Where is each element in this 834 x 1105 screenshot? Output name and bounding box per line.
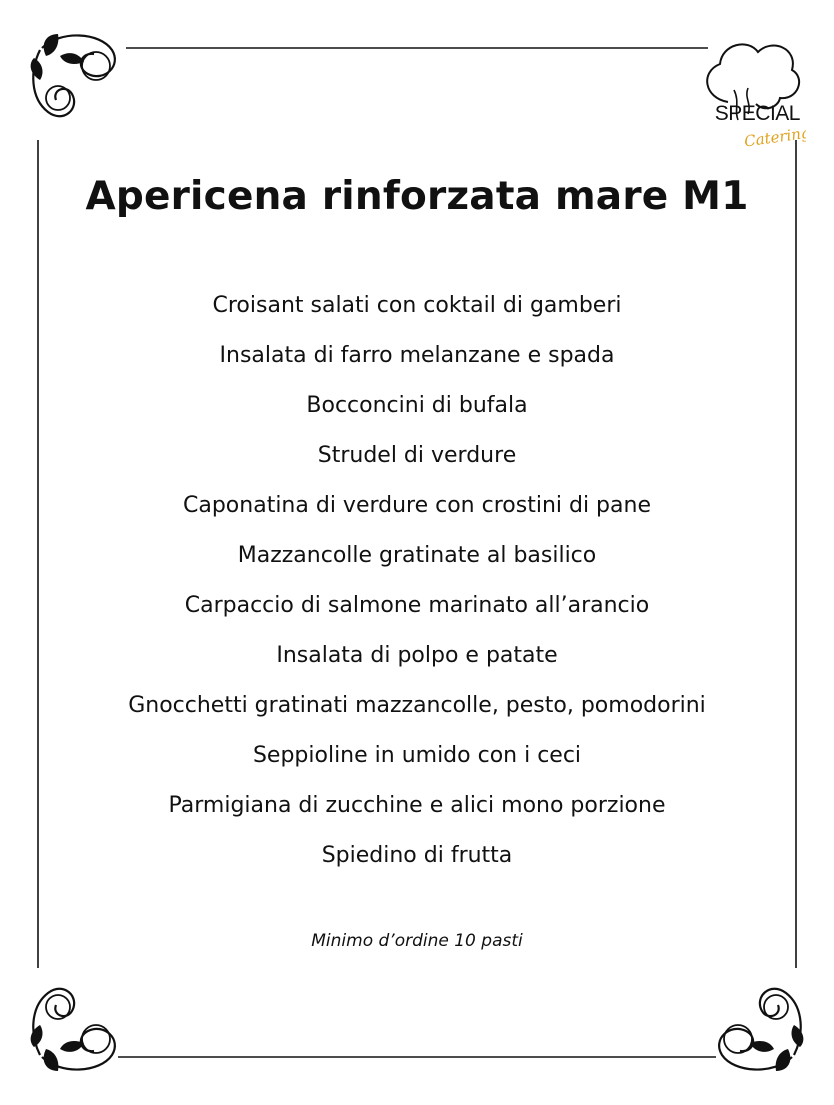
menu-item: Mazzancolle gratinate al basilico [237,543,597,568]
chef-hat-icon [694,28,806,156]
menu-item: Spiedino di frutta [321,843,513,868]
menu-item: Croisant salati con coktail di gamberi [212,293,622,318]
menu-item: Strudel di verdure [317,443,517,468]
logo-text-special: SPECIAL [714,102,800,125]
special-catering-logo [694,28,806,156]
corner-flourish-top-left [31,34,115,116]
menu-item: Gnocchetti gratinati mazzancolle, pesto, pomodorini [128,693,706,718]
corner-flourish-bottom-left [31,989,115,1071]
page-title: Apericena rinforzata mare M1 [85,174,749,220]
minimum-order-note: Minimo d’ordine 10 pasti [311,931,523,951]
menu-item: Carpaccio di salmone marinato all’arancio [184,593,650,618]
menu-item: Caponatina di verdure con crostini di pane [183,493,651,518]
corner-flourish-bottom-right [719,989,803,1071]
menu-item: Seppioline in umido con i ceci [252,743,582,768]
menu-item: Insalata di farro melanzane e spada [219,343,615,368]
menu-item: Parmigiana di zucchine e alici mono porzione [168,793,666,818]
menu-item: Bocconcini di bufala [306,393,528,418]
menu-list [0,281,834,881]
logo-text-catering: Catering [743,123,806,151]
menu-item: Insalata di polpo e patate [276,643,558,668]
